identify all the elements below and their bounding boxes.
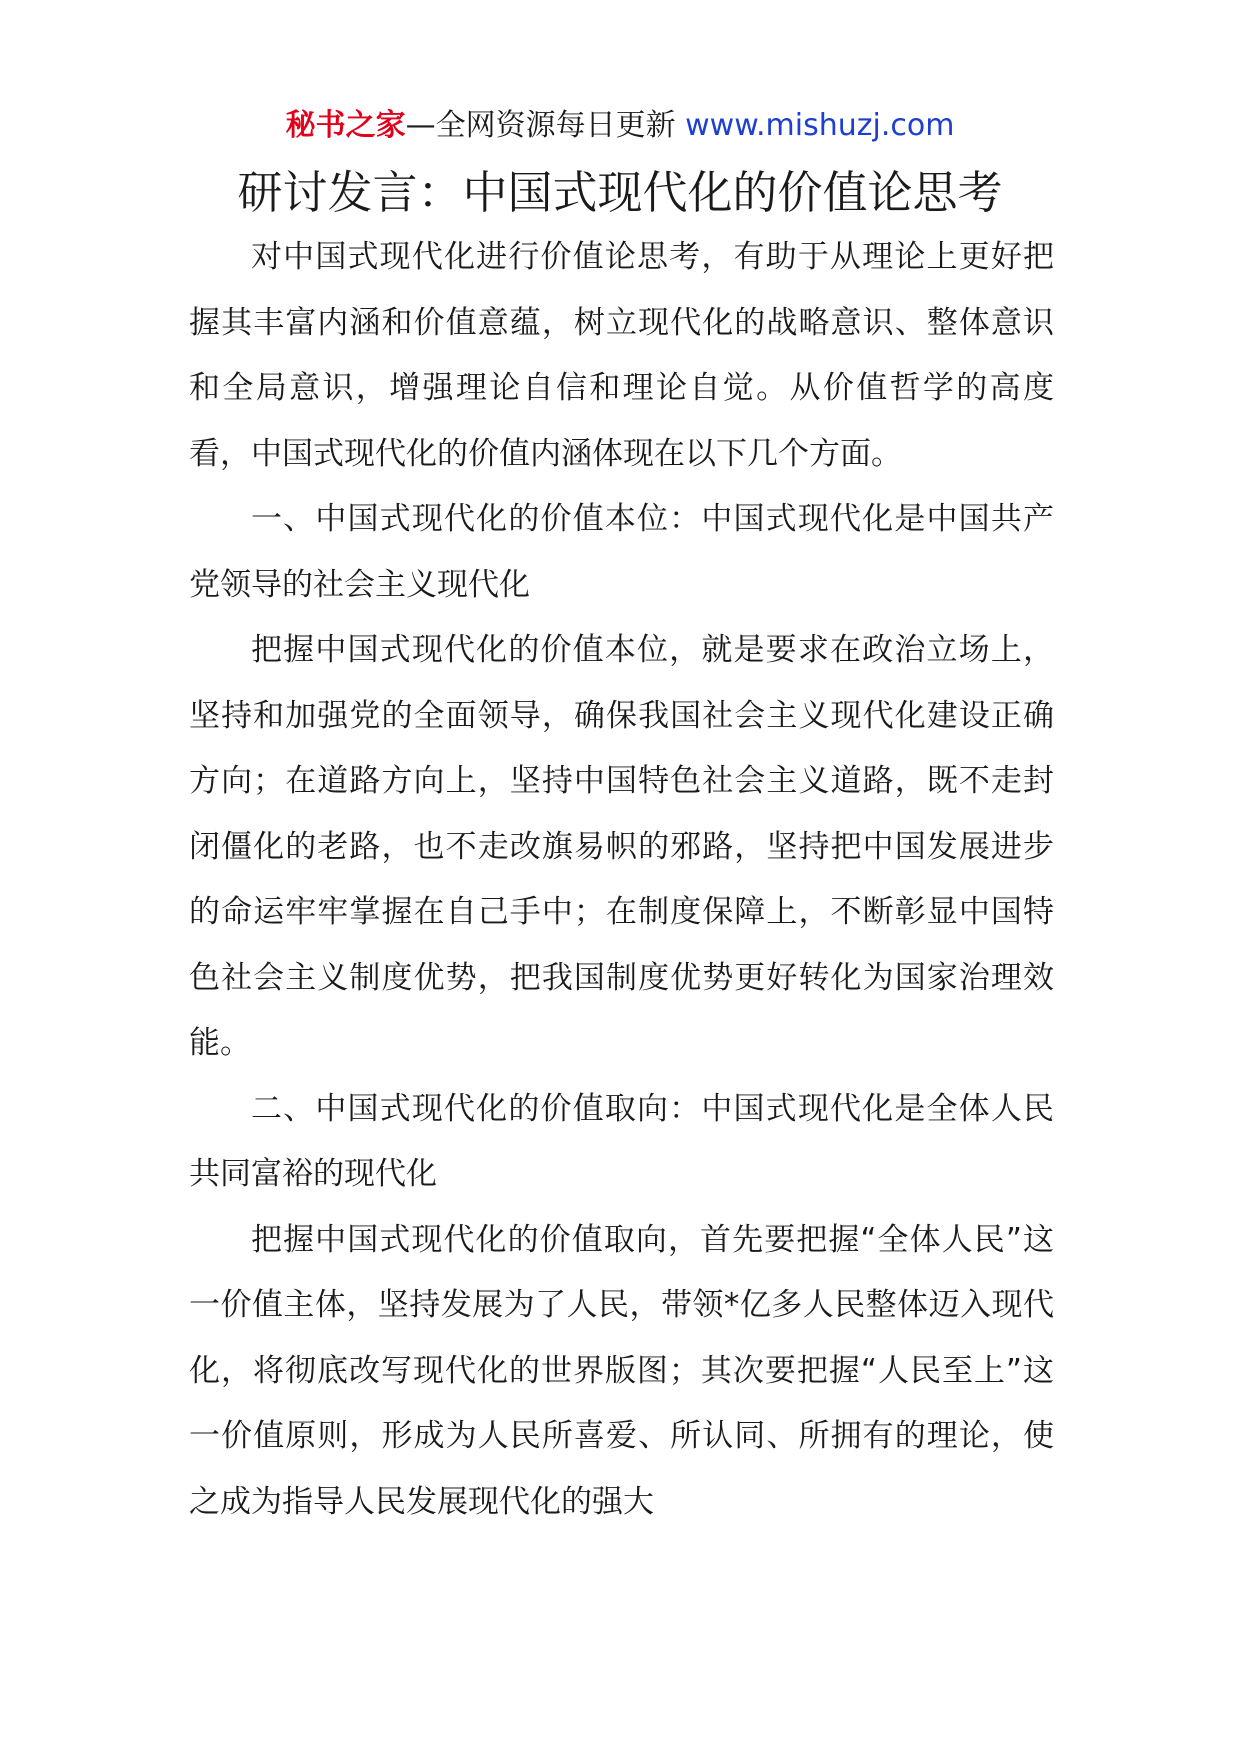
header-tagline: —全网资源每日更新 [405,108,686,143]
paragraph-section-1: 把握中国式现代化的价值本位，就是要求在政治立场上，坚持和加强党的全面领导，确保我国社会主义现代化建设正确方向；在道路方向上，坚持中国特色社会主义道路，既不走封闭僵化的老路，也不走改旗易帜的邪路，坚持把中国发展进步的命运牢牢掌握在自己手中；在制度保障上，不断彰显中国特色社会主义制度优势，把我国制度优势更好转化为国家治理效能。 [189,632,1054,1061]
section-heading-1: 一、中国式现代化的价值本位：中国式现代化是中国共产党领导的社会主义现代化 [189,501,1054,603]
site-header [0,98,1240,154]
paragraph-section-2: 把握中国式现代化的价值取向，首先要把握“全体人民”这一价值主体，坚持发展为了人民，带领*亿多人民整体迈入现代化，将彻底改写现代化的世界版图；其次要把握“人民至上”这一价值原则，形成为人民所喜爱、所认同、所拥有的理论，使之成为指导人民发展现代化的强大 [189,1221,1054,1520]
brand-name: 秘书之家 [285,108,406,143]
document-title: 研讨发言：中国式现代化的价值论思考 [237,166,1003,219]
paragraph-intro: 对中国式现代化进行价值论思考，有助于从理论上更好把握其丰富内涵和价值意蕴，树立现代化的战略意识、整体意识和全局意识，增强理论自信和理论自觉。从价值哲学的高度看，中国式现代化的价值内涵体现在以下几个方面。 [189,239,1054,472]
section-heading-2: 二、中国式现代化的价值取向：中国式现代化是全体人民共同富裕的现代化 [189,1090,1054,1192]
document-body [189,225,1054,1535]
site-url[interactable]: www.mishuzj.com [685,108,955,143]
